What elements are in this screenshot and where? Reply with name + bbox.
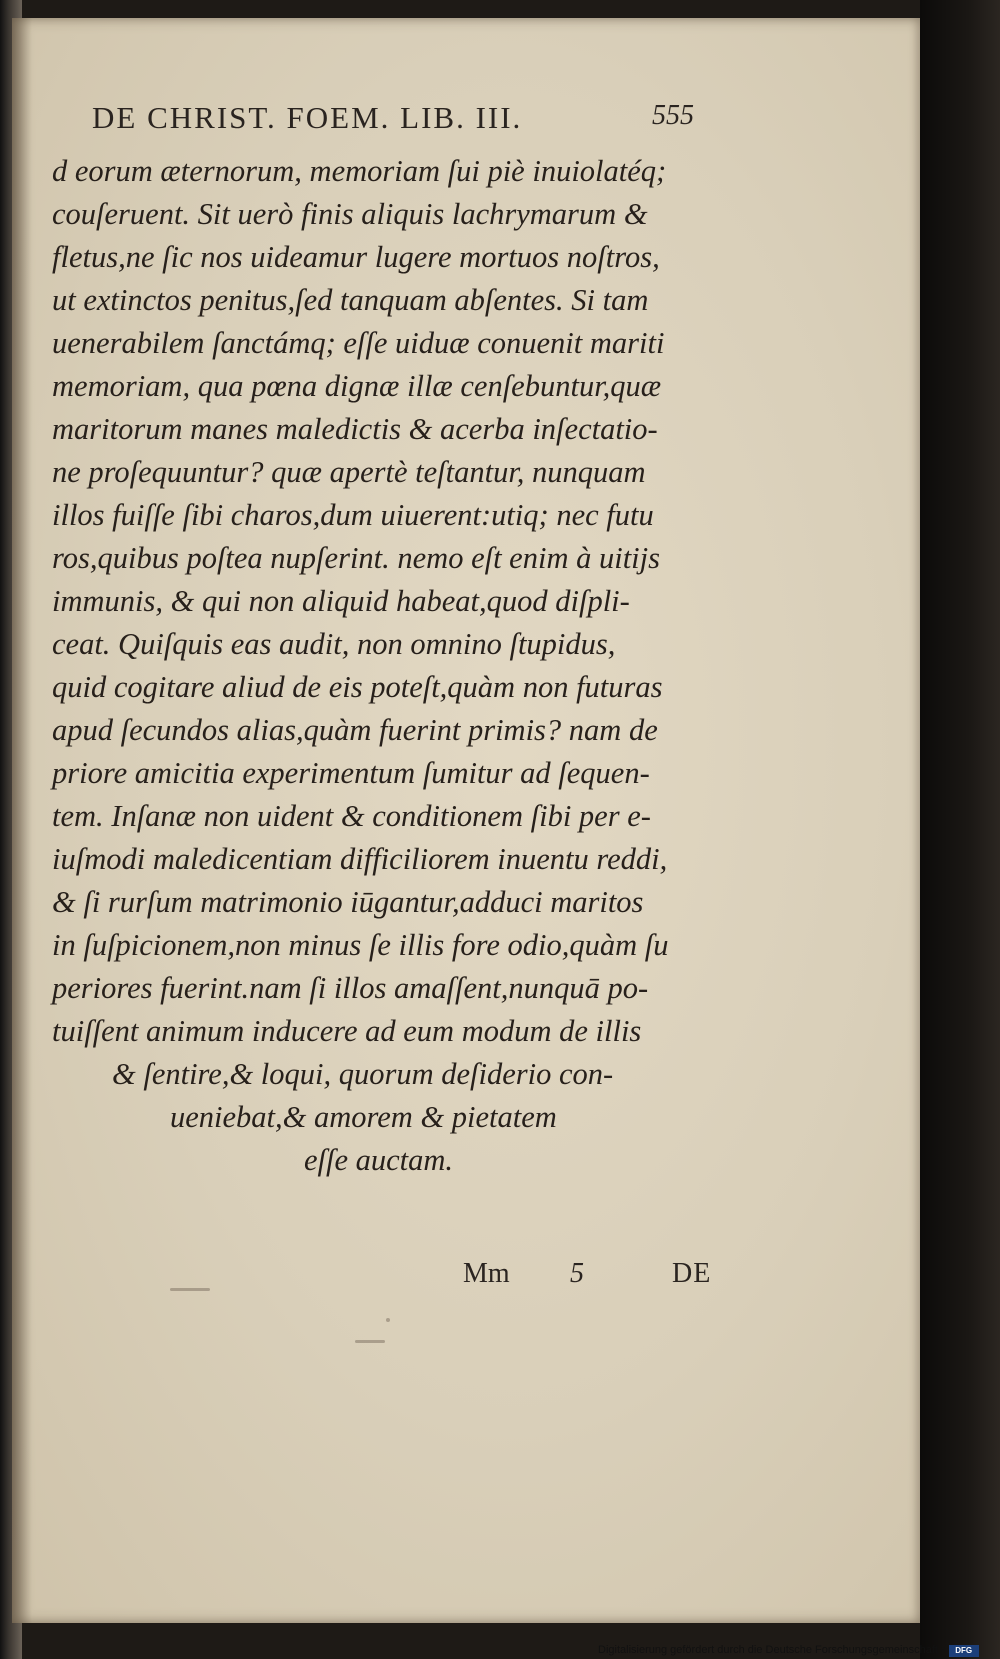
text-line: ut extinctos penitus,ſed tanquam abſentes. Si tam bbox=[52, 283, 649, 317]
text-line: in ſuſpicionem,non minus ſe illis fore odio,quàm ſu bbox=[52, 928, 669, 962]
text-line: & ſi rurſum matrimonio iūgantur,adduci maritos bbox=[52, 885, 644, 919]
dfg-logo: DFG bbox=[949, 1645, 979, 1657]
text-line: iuſmodi maledicentiam difficiliorem inuentu reddi, bbox=[52, 842, 668, 876]
text-line: couſeruent. Sit uerò finis aliquis lachrymarum & bbox=[52, 197, 648, 231]
text-line: immunis, & qui non aliquid habeat,quod diſpli- bbox=[52, 584, 630, 618]
text-line: fletus,ne ſic nos uideamur lugere mortuos noſtros, bbox=[52, 240, 660, 274]
running-title: DE CHRIST. FOEM. LIB. III. bbox=[92, 100, 523, 135]
ink-smudge bbox=[170, 1288, 210, 1291]
text-line: tem. Inſanæ non uident & conditionem ſibi per e- bbox=[52, 799, 651, 833]
text-line: ne proſequuntur? quæ apertè teſtantur, nunquam bbox=[52, 455, 646, 489]
signature-mark: Mm bbox=[463, 1258, 510, 1289]
text-line: ceat. Quiſquis eas audit, non omnino ſtupidus, bbox=[52, 627, 616, 661]
catchword: DE bbox=[672, 1258, 712, 1289]
text-line: quid cogitare aliud de eis poteſt,quàm non futuras bbox=[52, 670, 663, 704]
credit-text: Digitalisierung gefördert durch die Deutsche Forschungsgemeinschaft - bbox=[598, 1644, 945, 1656]
text-line: memoriam, qua pœna dignæ illæ cenſebuntur,quæ bbox=[52, 369, 662, 403]
text-line: eſſe auctam. bbox=[304, 1143, 454, 1177]
text-line: d eorum æternorum, memoriam ſui piè inuiolatéq; bbox=[52, 154, 667, 188]
page-number: 555 bbox=[652, 100, 694, 131]
running-header bbox=[92, 100, 732, 136]
ink-smudge bbox=[355, 1340, 385, 1343]
text-line: & ſentire,& loqui, quorum deſiderio con- bbox=[112, 1057, 614, 1091]
digitization-credit bbox=[598, 1642, 979, 1659]
text-line: apud ſecundos alias,quàm fuerint primis? nam de bbox=[52, 713, 658, 747]
text-line: ueniebat,& amorem & pietatem bbox=[170, 1100, 557, 1134]
ink-smudge bbox=[386, 1318, 390, 1322]
body-text bbox=[52, 150, 732, 1182]
background-edge bbox=[920, 0, 1000, 1659]
text-line: ros,quibus poſtea nupſerint. nemo eſt enim à uitijs bbox=[52, 541, 660, 575]
signature-number: 5 bbox=[570, 1258, 584, 1289]
text-line: maritorum manes maledictis & acerba inſectatio- bbox=[52, 412, 658, 446]
text-line: illos fuiſſe ſibi charos,dum uiuerent:utiq; nec futu bbox=[52, 498, 654, 532]
text-line: uenerabilem ſanctámq; eſſe uiduæ conuenit mariti bbox=[52, 326, 665, 360]
text-line: periores fuerint.nam ſi illos amaſſent,nunquā po- bbox=[52, 971, 649, 1005]
text-line: tuiſſent animum inducere ad eum modum de illis bbox=[52, 1014, 642, 1048]
text-line: priore amicitia experimentum ſumitur ad ſequen- bbox=[52, 756, 650, 790]
